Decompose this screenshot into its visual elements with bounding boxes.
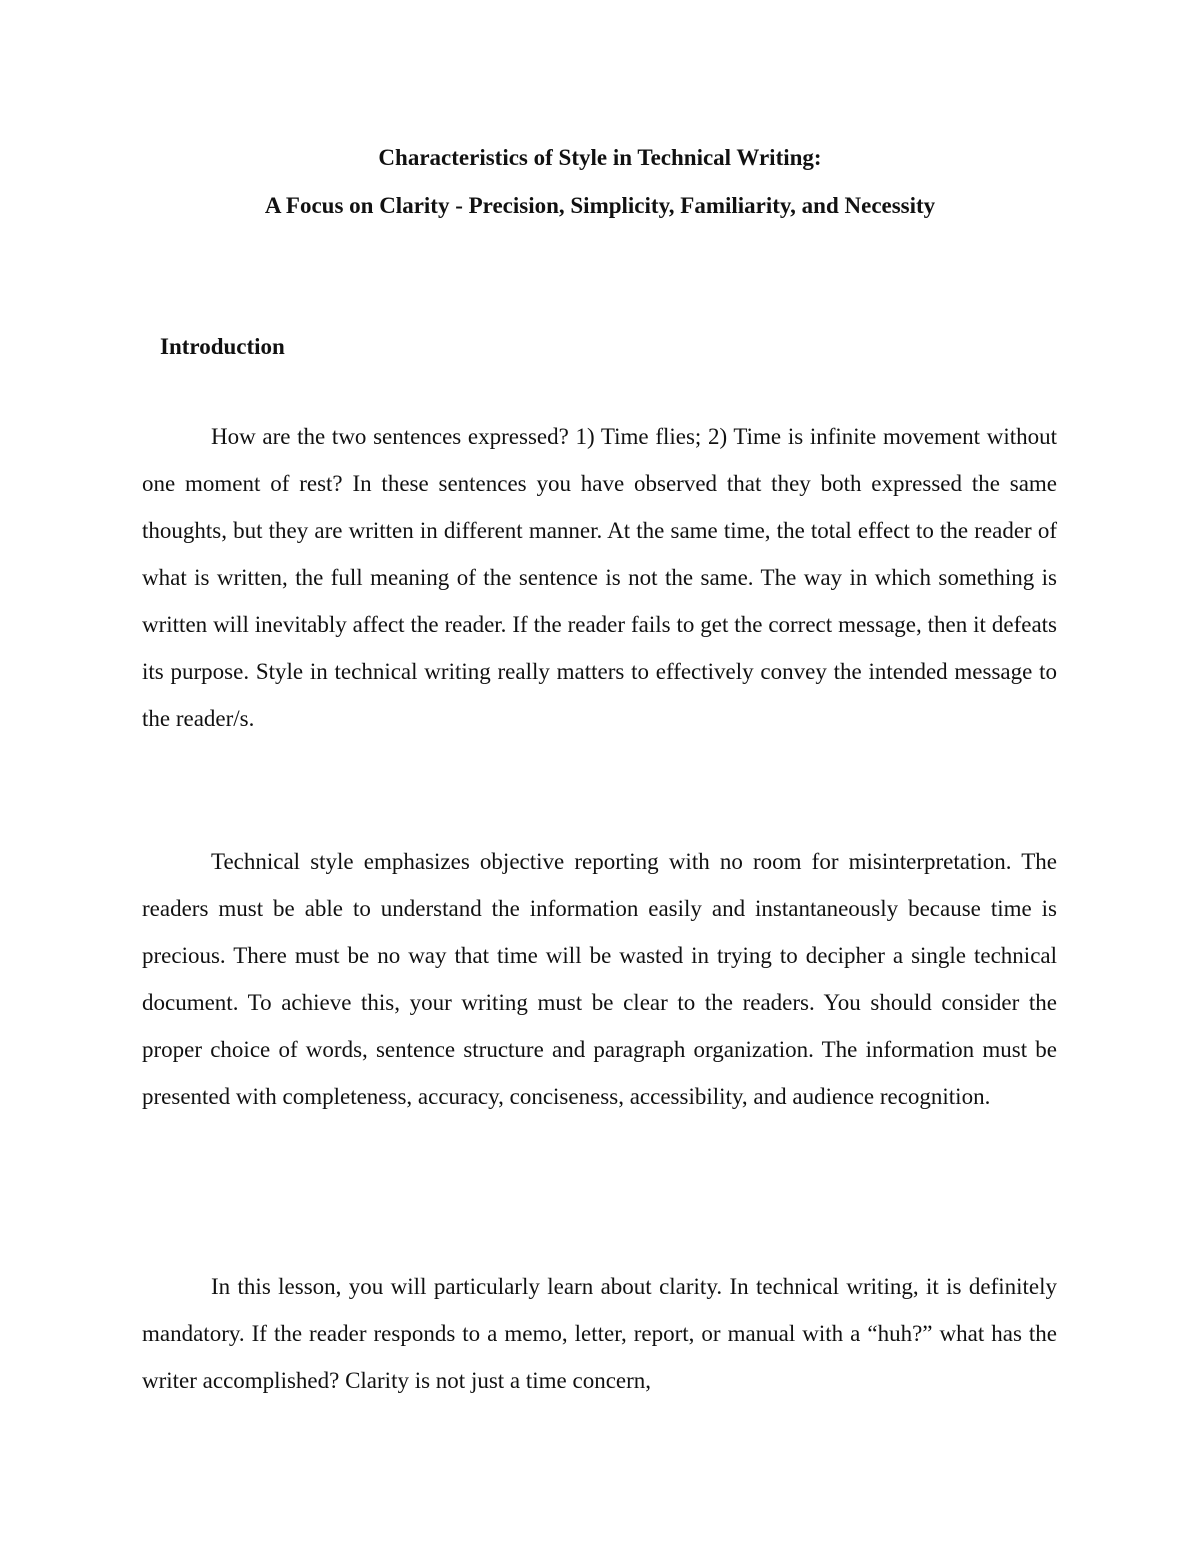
section-heading-introduction: Introduction [160,334,285,359]
document-title-line-1: Characteristics of Style in Technical Writing: [378,145,822,170]
paragraph-3: In this lesson, you will particularly learn about clarity. In technical writing, it is definitely mandatory. If the reader responds to a memo, letter, report, or manual with a “huh?” what has the writer accomplished? Clarity is not just a time concern, [142,1274,1057,1393]
paragraph-1: How are the two sentences expressed? 1) Time flies; 2) Time is infinite movement without one moment of rest? In these sentences you have observed that they both expressed the same thoughts, but they are written in different manner. At the same time, the total effect to the reader of what is written, the full meaning of the sentence is not the same. The way in which something is written will inevitably affect the reader. If the reader fails to get the correct message, then it defeats its purpose. Style in technical writing really matters to effectively convey the intended message to the reader/s. [142,424,1057,731]
paragraph-2: Technical style emphasizes objective reporting with no room for misinterpretation. The readers must be able to understand the information easily and instantaneously because time is precious. There must be no way that time will be wasted in trying to decipher a single technical document. To achieve this, your writing must be clear to the readers. You should consider the proper choice of words, sentence structure and paragraph organization. The information must be presented with completeness, accuracy, conciseness, accessibility, and audience recognition. [142,849,1057,1109]
document-title-line-2: A Focus on Clarity - Precision, Simplicity, Familiarity, and Necessity [264,193,936,218]
